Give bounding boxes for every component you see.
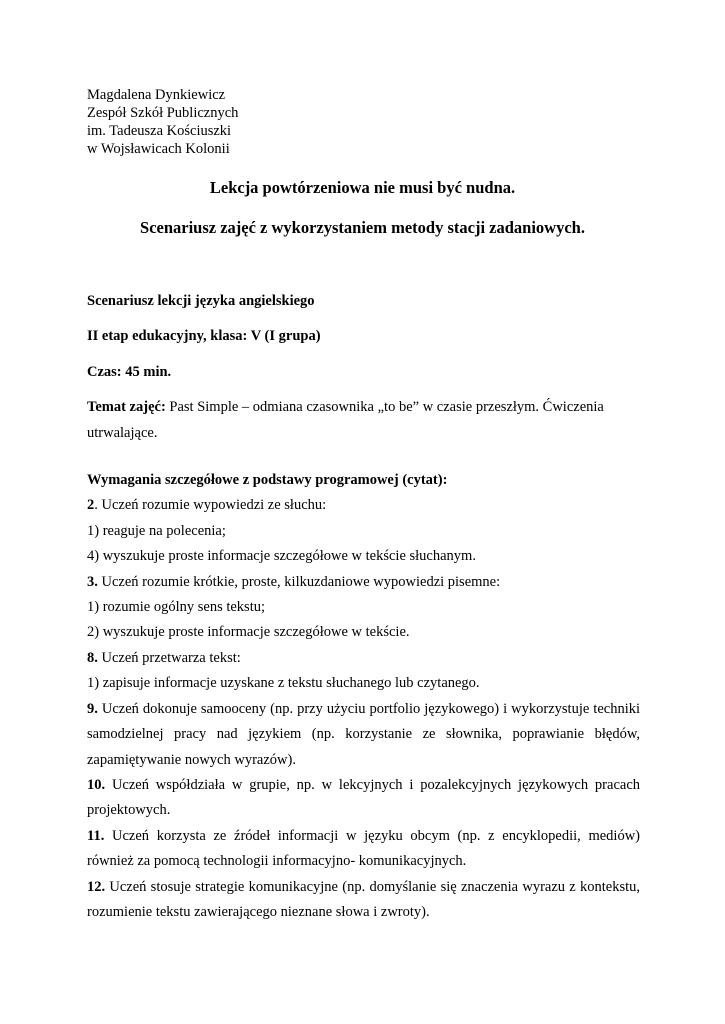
- document-title: Lekcja powtórzeniowa nie musi być nudna.: [209, 178, 516, 197]
- stage-line: II etap edukacyjny, klasa: V (I grupa): [87, 328, 321, 345]
- author-name: Magdalena Dynkiewicz: [87, 87, 226, 103]
- topic-text: Past Simple – odmiana czasownika „to be” w czasie przeszłym. Ćwiczenia utrwalające.: [87, 399, 604, 441]
- requirement-8-1: 1) zapisuje informacje uzyskane z tekstu słuchanego lub czytanego.: [87, 675, 480, 692]
- scenario-line: Scenariusz lekcji języka angielskiego: [87, 293, 315, 309]
- requirement-2-4: 4) wyszukuje proste informacje szczegółowe w tekście słuchanym.: [87, 548, 476, 565]
- time-line: Czas: 45 min.: [87, 363, 172, 380]
- requirement-3-2: 2) wyszukuje proste informacje szczegółowe w tekście.: [87, 624, 410, 641]
- requirement-3-1: 1) rozumie ogólny sens tekstu;: [87, 599, 266, 616]
- topic-label: Temat zajęć:: [87, 399, 166, 416]
- requirement-11: 11. Uczeń korzysta ze źródeł informacji w języku obcym (np. z encyklopedii, mediów) również za pomocą technologii informacyjno- komunikacyjnych.: [87, 827, 640, 870]
- document-subtitle: Scenariusz zajęć z wykorzystaniem metody stacji zadaniowych.: [140, 218, 585, 237]
- author-block: [87, 86, 238, 158]
- requirement-8: 8. Uczeń przetwarza tekst:: [87, 649, 241, 666]
- requirement-3: 3. Uczeń rozumie krótkie, proste, kilkuzdaniowe wypowiedzi pisemne:: [87, 573, 501, 590]
- school-name: Zespół Szkół Publicznych: [87, 105, 239, 121]
- requirement-12: 12. Uczeń stosuje strategie komunikacyjne (np. domyślanie się znaczenia wyrazu z kontekstu, rozumienie tekstu zawierającego nieznane słowa i zwroty).: [87, 878, 640, 920]
- requirement-2-1: 1) reaguje na polecenia;: [87, 522, 226, 539]
- requirement-2: 2. Uczeń rozumie wypowiedzi ze słuchu:: [87, 497, 327, 514]
- requirement-10: 10. Uczeń współdziała w grupie, np. w lekcyjnych i pozalekcyjnych językowych pracach projektowych.: [87, 776, 640, 819]
- topic-paragraph: [87, 395, 640, 446]
- requirements-heading: Wymagania szczegółowe z podstawy programowej (cytat):: [87, 472, 448, 489]
- school-patron: im. Tadeusza Kościuszki: [87, 123, 232, 139]
- document-body: [87, 289, 640, 925]
- requirement-9: 9. Uczeń dokonuje samooceny (np. przy użyciu portfolio językowego) i wykorzystuje techniki samodzielnej pracy nad językiem (np. korzystanie ze słownika, poprawianie błędów, zapamiętywanie nowych wyrazów).: [87, 700, 640, 768]
- school-location: w Wojsławicach Kolonii: [87, 141, 230, 157]
